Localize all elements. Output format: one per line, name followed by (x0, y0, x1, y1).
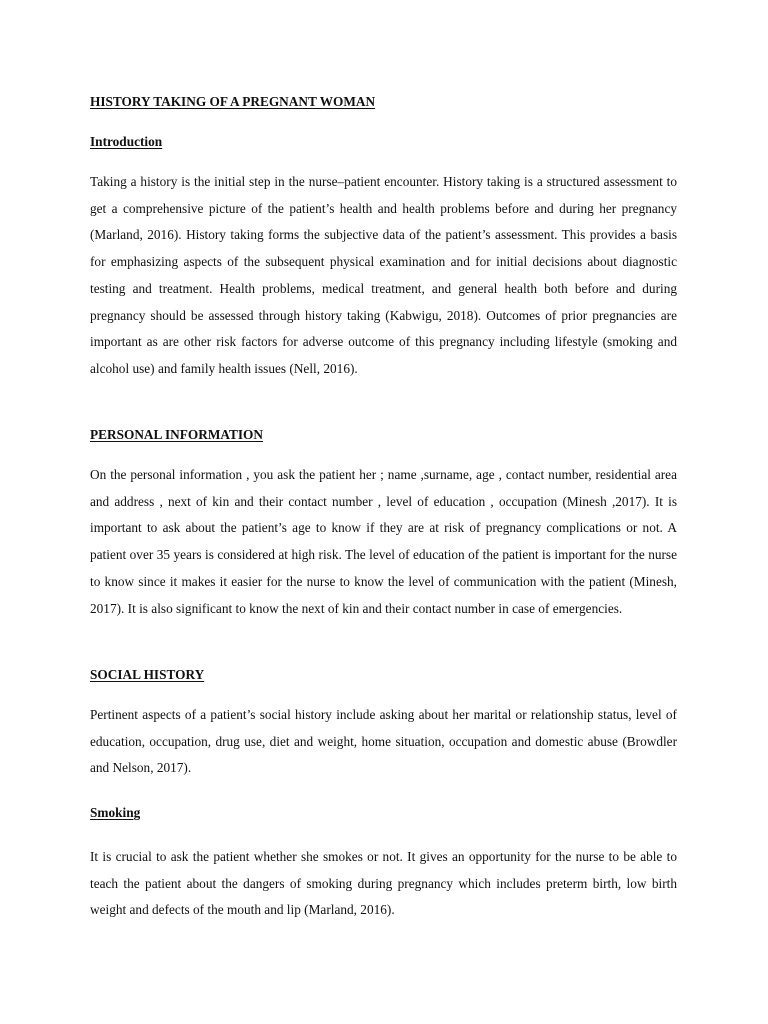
section-heading-social-history: SOCIAL HISTORY (90, 667, 205, 682)
section-heading-personal-information: PERSONAL INFORMATION (90, 427, 263, 442)
section-heading-introduction: Introduction (90, 134, 163, 149)
document-title: HISTORY TAKING OF A PREGNANT WOMAN (90, 94, 376, 109)
section-paragraph-introduction: Taking a history is the initial step in the nurse–patient encounter. History taking is a structured assessment to get a comprehensive picture of the patient’s health and health problems before and during her pregnancy (Marland, 2016). History taking forms the subjective data of the patient’s assessment. This provides a basis for emphasizing aspects of the subsequent physical examination and for initial decisions about diagnostic testing and treatment. Health problems, medical treatment, and general health both before and during pregnancy should be assessed through history taking (Kabwigu, 2018). Outcomes of prior pregnancies are important as are other risk factors for adverse outcome of this pregnancy including lifestyle (smoking and alcohol use) and family health issues (Nell, 2016). (90, 174, 677, 376)
section-heading-smoking: Smoking (90, 805, 141, 820)
section-paragraph-smoking: It is crucial to ask the patient whether she smokes or not. It gives an opportunity for the nurse to be able to teach the patient about the dangers of smoking during pregnancy which includes preterm birth, low birth weight and defects of the mouth and lip (Marland, 2016). (90, 849, 677, 918)
section-paragraph-social-history: Pertinent aspects of a patient’s social history include asking about her marital or relationship status, level of education, occupation, drug use, diet and weight, home situation, occupation and domestic abuse (Browdler and Nelson, 2017). (90, 707, 677, 776)
section-paragraph-personal-information: On the personal information , you ask the patient her ; name ,surname, age , contact number, residential area and address , next of kin and their contact number , level of education , occupation (Minesh ,2017). It is important to ask about the patient’s age to know if they are at risk of pregnancy complications or not. A patient over 35 years is considered at high risk. The level of education of the patient is important for the nurse to know since it makes it easier for the nurse to know the level of communication with the patient (Minesh, 2017). It is also significant to know the next of kin and their contact number in case of emergencies. (90, 467, 677, 616)
